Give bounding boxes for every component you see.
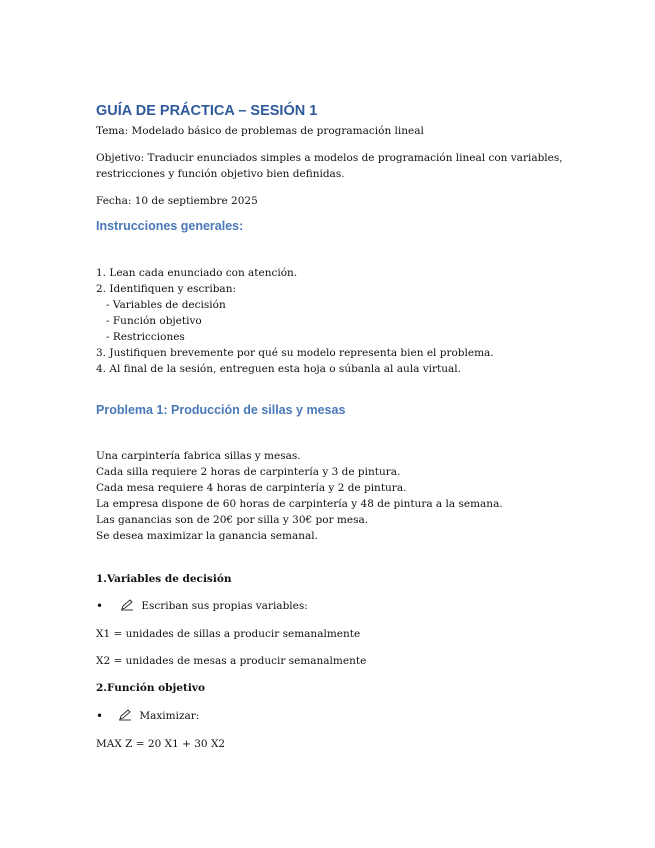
tema-label: Tema:	[96, 125, 129, 137]
objetivo-paragraph	[96, 150, 566, 182]
problem-line: La empresa dispone de 60 horas de carpintería y 48 de pintura a la semana.	[96, 498, 503, 510]
variables-bullet-text: Escriban sus propias variables:	[141, 600, 308, 612]
tema-text: Modelado básico de problemas de programación lineal	[131, 125, 424, 137]
bullet-dot-icon: •	[96, 599, 104, 613]
list-item: - Función objetivo	[96, 315, 202, 327]
objetivo-line2: restricciones y función objetivo bien definidas.	[96, 168, 345, 180]
problema1-text	[96, 448, 566, 544]
funcion-objetivo-heading: 2.Función objetivo	[96, 682, 205, 694]
list-item: 3. Justifiquen brevemente por qué su modelo representa bien el problema.	[96, 347, 494, 359]
instrucciones-heading: Instrucciones generales:	[96, 219, 244, 233]
pencil-icon	[118, 709, 132, 721]
list-item: 2. Identifiquen y escriban:	[96, 283, 236, 295]
bullet-dot-icon: •	[96, 709, 104, 723]
list-item: 1. Lean cada enunciado con atención.	[96, 267, 298, 279]
fecha-label: Fecha:	[96, 195, 132, 207]
maximizar-bullet	[96, 708, 566, 724]
objetivo-line1: Traducir enunciados simples a modelos de programación lineal con variables,	[147, 152, 563, 164]
tema-line	[96, 123, 566, 139]
page-title: GUÍA DE PRÁCTICA – SESIÓN 1	[96, 103, 318, 119]
variables-bullet	[96, 598, 566, 614]
list-item: - Restricciones	[96, 331, 185, 343]
problem-line: Las ganancias son de 20€ por silla y 30€ por mesa.	[96, 514, 369, 526]
x2-definition: X2 = unidades de mesas a producir semanalmente	[96, 655, 367, 667]
fecha-text: 10 de septiembre 2025	[134, 195, 258, 207]
instrucciones-list	[96, 265, 566, 377]
variables-heading: 1.Variables de decisión	[96, 573, 232, 585]
fecha-line	[96, 193, 566, 209]
pencil-icon	[120, 599, 134, 611]
problem-line: Una carpintería fabrica sillas y mesas.	[96, 450, 301, 462]
problem-line: Cada mesa requiere 4 horas de carpintería y 2 de pintura.	[96, 482, 407, 494]
problem-line: Se desea maximizar la ganancia semanal.	[96, 530, 318, 542]
problem-line: Cada silla requiere 2 horas de carpintería y 3 de pintura.	[96, 466, 401, 478]
objetivo-label: Objetivo:	[96, 152, 145, 164]
problema1-heading: Problema 1: Producción de sillas y mesas	[96, 403, 346, 417]
list-item: - Variables de decisión	[96, 299, 226, 311]
objective-formula: MAX Z = 20 X1 + 30 X2	[96, 738, 226, 750]
maximizar-text: Maximizar:	[139, 710, 200, 722]
x1-definition: X1 = unidades de sillas a producir semanalmente	[96, 628, 361, 640]
list-item: 4. Al final de la sesión, entreguen esta hoja o súbanla al aula virtual.	[96, 363, 461, 375]
